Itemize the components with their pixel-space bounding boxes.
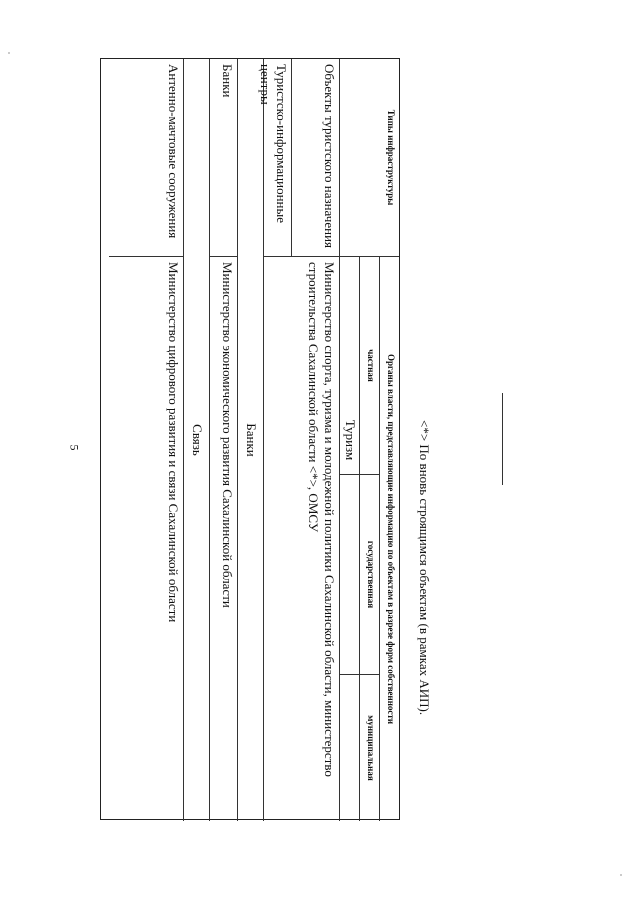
header-municipal: муниципальная (359, 675, 379, 821)
footnote (417, 420, 454, 716)
section-tourism: Туризм (339, 59, 359, 821)
row-banks: Банки (209, 59, 237, 257)
footnote-text: <*> По вновь строящимся объектам (в рамках АИП). (417, 420, 432, 716)
row-tourism-objects: Объекты туристского назначения (291, 59, 339, 257)
antenna-ministry: Министерство цифрового развития и связи Сахалинской области (166, 262, 181, 623)
row-antenna: Антенно-мачтовые сооружения (109, 59, 183, 257)
section-banks: Банки (237, 59, 263, 821)
scan-speck (8, 52, 10, 54)
header-private: частная (359, 257, 379, 475)
section-communications: Связь (183, 59, 209, 821)
tourism-ministry: Министерство спорта, туризма и молодежной политики Сахалинской области, министерство строительства Сахалинской области <*>, ОМСУ (263, 257, 339, 821)
header-authorities: Органы власти, представляющие информацию по объектам в разрезе форм собственности (379, 257, 399, 821)
scan-speck (620, 874, 622, 876)
header-infrastructure-types: Типы инфраструктуры (339, 59, 399, 257)
page-number: 5 (67, 444, 82, 451)
separator-line (502, 393, 503, 485)
row-tourist-info-centers: Туристско-информационные центры (263, 59, 291, 257)
banks-ministry: Министерство экономического развития Сахалинской области (209, 257, 237, 821)
header-state: государственная (359, 475, 379, 675)
infrastructure-table (100, 58, 400, 820)
